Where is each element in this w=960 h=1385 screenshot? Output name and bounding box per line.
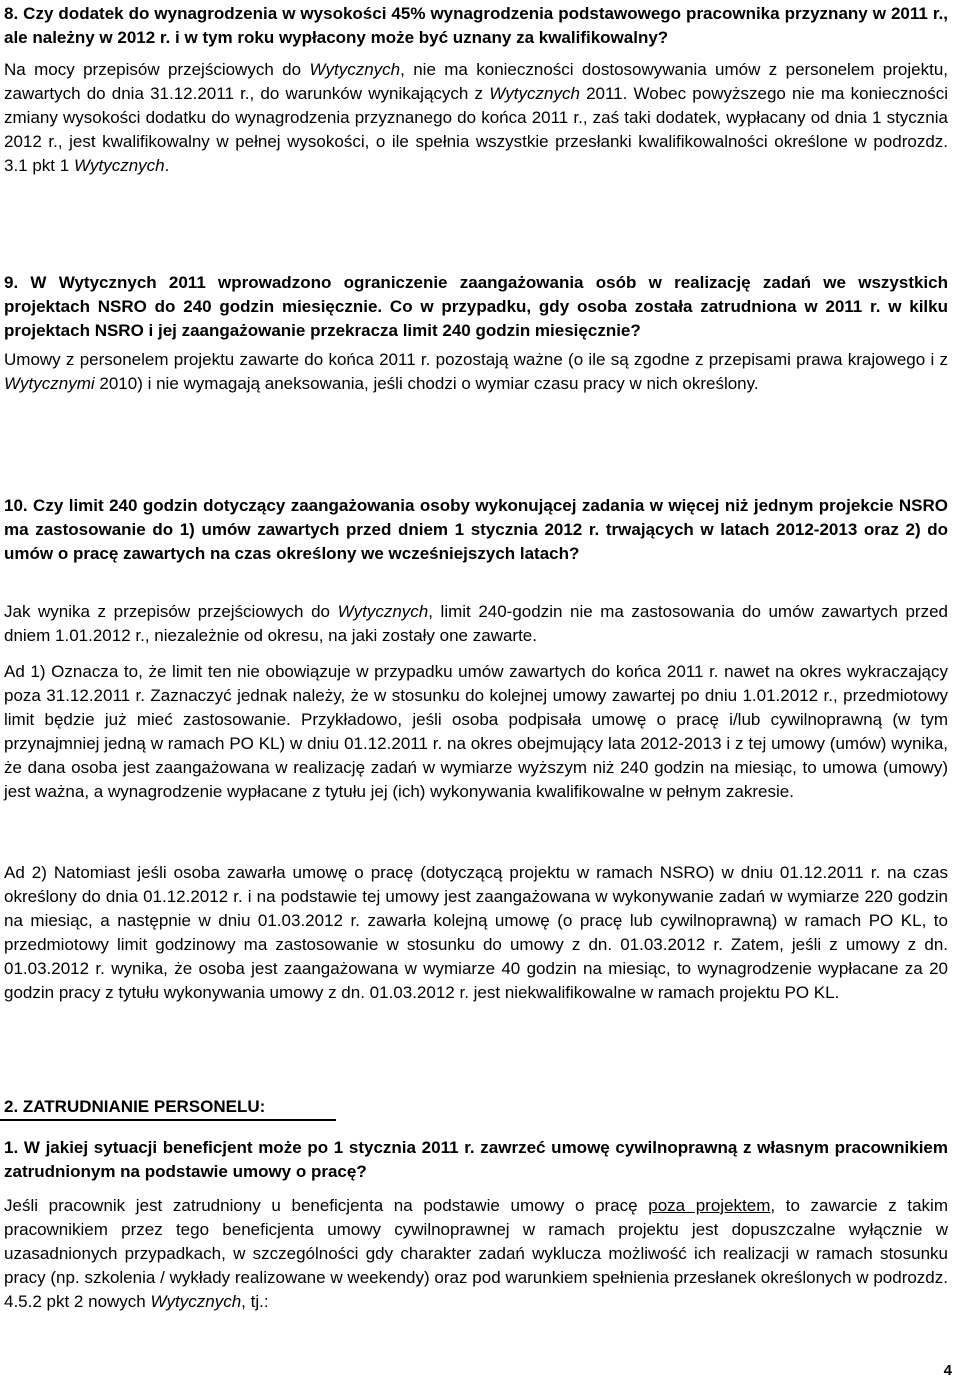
question-9-answer: Umowy z personelem projektu zawarte do końca 2011 r. pozostają ważne (o ile są zgodne z przepisami prawa krajowego i z Wytycznymi 2010) i nie wymagają aneksowania, jeśli chodzi o wymiar czasu pracy w nich określony.: [4, 350, 948, 394]
underlined-phrase: poza projektem: [648, 1196, 771, 1215]
page-number: 4: [943, 1362, 952, 1379]
question-10-paragraph-ad2: Ad 2) Natomiast jeśli osoba zawarła umowę o pracę (dotyczącą projektu w ramach NSRO) w dniu 01.12.2011 r. na czas określony do dnia 01.12.2012 r. i na podstawie tej umowy jest zaangażowana w wykonywanie zadań w wymiarze 220 godzin na miesiąc, a następnie w dniu 01.03.2012 r. zawarła kolejną umowę (o pracę lub cywilnoprawną) w ramach PO KL, to przedmiotowy limit godzinowy ma zastosowanie w stosunku do umowy z dn. 01.03.2012 r. Zatem, jeśli z umowy z dn. 01.03.2012 r. wynika, że osoba jest zaangażowana w wymiarze 40 godzin na miesiąc, to wynagrodzenie wypłacane za 20 godzin pracy z tytułu wykonywania umowy z dn. 01.03.2012 r. jest niekwalifikowalne w ramach projektu PO KL.: [4, 863, 948, 1003]
question-9-title: 9. W Wytycznych 2011 wprowadzono ograniczenie zaangażowania osób w realizację zadań we wszystkich projektach NSRO do 240 godzin miesięcznie. Co w przypadku, gdy osoba została zatrudniona w 2011 r. w kilku projektach NSRO i jej zaangażowanie przekracza limit 240 godzin miesięcznie?: [4, 273, 948, 341]
section-2-question-1-answer: Jeśli pracownik jest zatrudniony u beneficjenta na podstawie umowy o pracę poza projektem, to zawarcie z takim pracownikiem przez tego beneficjenta umowy cywilnoprawnej w ramach projektu jest dopuszczalne wyłącznie w uzasadnionych przypadkach, w szczególności gdy charakter zadań wyklucza możliwość ich realizacji w ramach stosunku pracy (np. szkolenia / wykłady realizowane w weekendy) oraz pod warunkiem spełnienia przesłanek określonych w podrozdz. 4.5.2 pkt 2 nowych Wytycznych, tj.:: [4, 1196, 948, 1312]
section-2-heading: 2. ZATRUDNIANIE PERSONELU:: [4, 1097, 266, 1116]
section-2-question-1-title: 1. W jakiej sytuacji beneficjent może po 1 stycznia 2011 r. zawrzeć umowę cywilnoprawną z własnym pracownikiem zatrudnionym na podstawie umowy o pracę?: [4, 1138, 948, 1182]
question-10-paragraph-ad1: Ad 1) Oznacza to, że limit ten nie obowiązuje w przypadku umów zawartych do końca 2011 r. nawet na okres wykraczający poza 31.12.2011 r. Zaznaczyć jednak należy, że w stosunku do kolejnej umowy zawartej po dniu 1.01.2012 r., przedmiotowy limit będzie już mieć zastosowanie. Przykładowo, jeśli osoba podpisała umowę o pracę i/lub cywilnoprawną (w tym przynajmniej jedną w ramach PO KL) w dniu 01.12.2011 r. na okres obejmujący lata 2012-2013 i z tej umowy (umów) wynika, że dana osoba jest zaangażowana w realizację zadań w wymiarze wyższym niż 240 godzin na miesiąc, to umowa (umowy) jest ważna, a wynagrodzenie wypłacane z tytułu jej (ich) wykonywania kwalifikowalne w pełnym zakresie.: [4, 662, 948, 802]
question-8-title: 8. Czy dodatek do wynagrodzenia w wysokości 45% wynagrodzenia podstawowego pracownika przyznany w 2011 r., ale należny w 2012 r. i w tym roku wypłacony może być uznany za kwalifikowalny?: [4, 4, 948, 48]
question-10-paragraph-1: Jak wynika z przepisów przejściowych do Wytycznych, limit 240-godzin nie ma zastosowania do umów zawartych przed dniem 1.01.2012 r., niezależnie od okresu, na jaki zostały one zawarte.: [4, 602, 948, 646]
question-8-answer: Na mocy przepisów przejściowych do Wytycznych, nie ma konieczności dostosowywania umów z personelem projektu, zawartych do dnia 31.12.2011 r., do warunków wynikających z Wytycznych 2011. Wobec powyższego nie ma konieczności zmiany wysokości dodatku do wynagrodzenia przyznanego do końca 2011 r., zaś taki dodatek, wypłacany od dnia 1 stycznia 2012 r., jest kwalifikowalny w pełnej wysokości, o ile spełnia wszystkie przesłanki kwalifikowalności określone w podrozdz. 3.1 pkt 1 Wytycznych.: [4, 60, 949, 176]
section-divider: [0, 1119, 336, 1121]
question-10-title: 10. Czy limit 240 godzin dotyczący zaangażowania osoby wykonującej zadania w więcej niż jednym projekcie NSRO ma zastosowanie do 1) umów zawartych przed dniem 1 stycznia 2012 r. trwających w latach 2012-2013 oraz 2) do umów o pracę zawartych na czas określony we wcześniejszych latach?: [4, 496, 948, 564]
